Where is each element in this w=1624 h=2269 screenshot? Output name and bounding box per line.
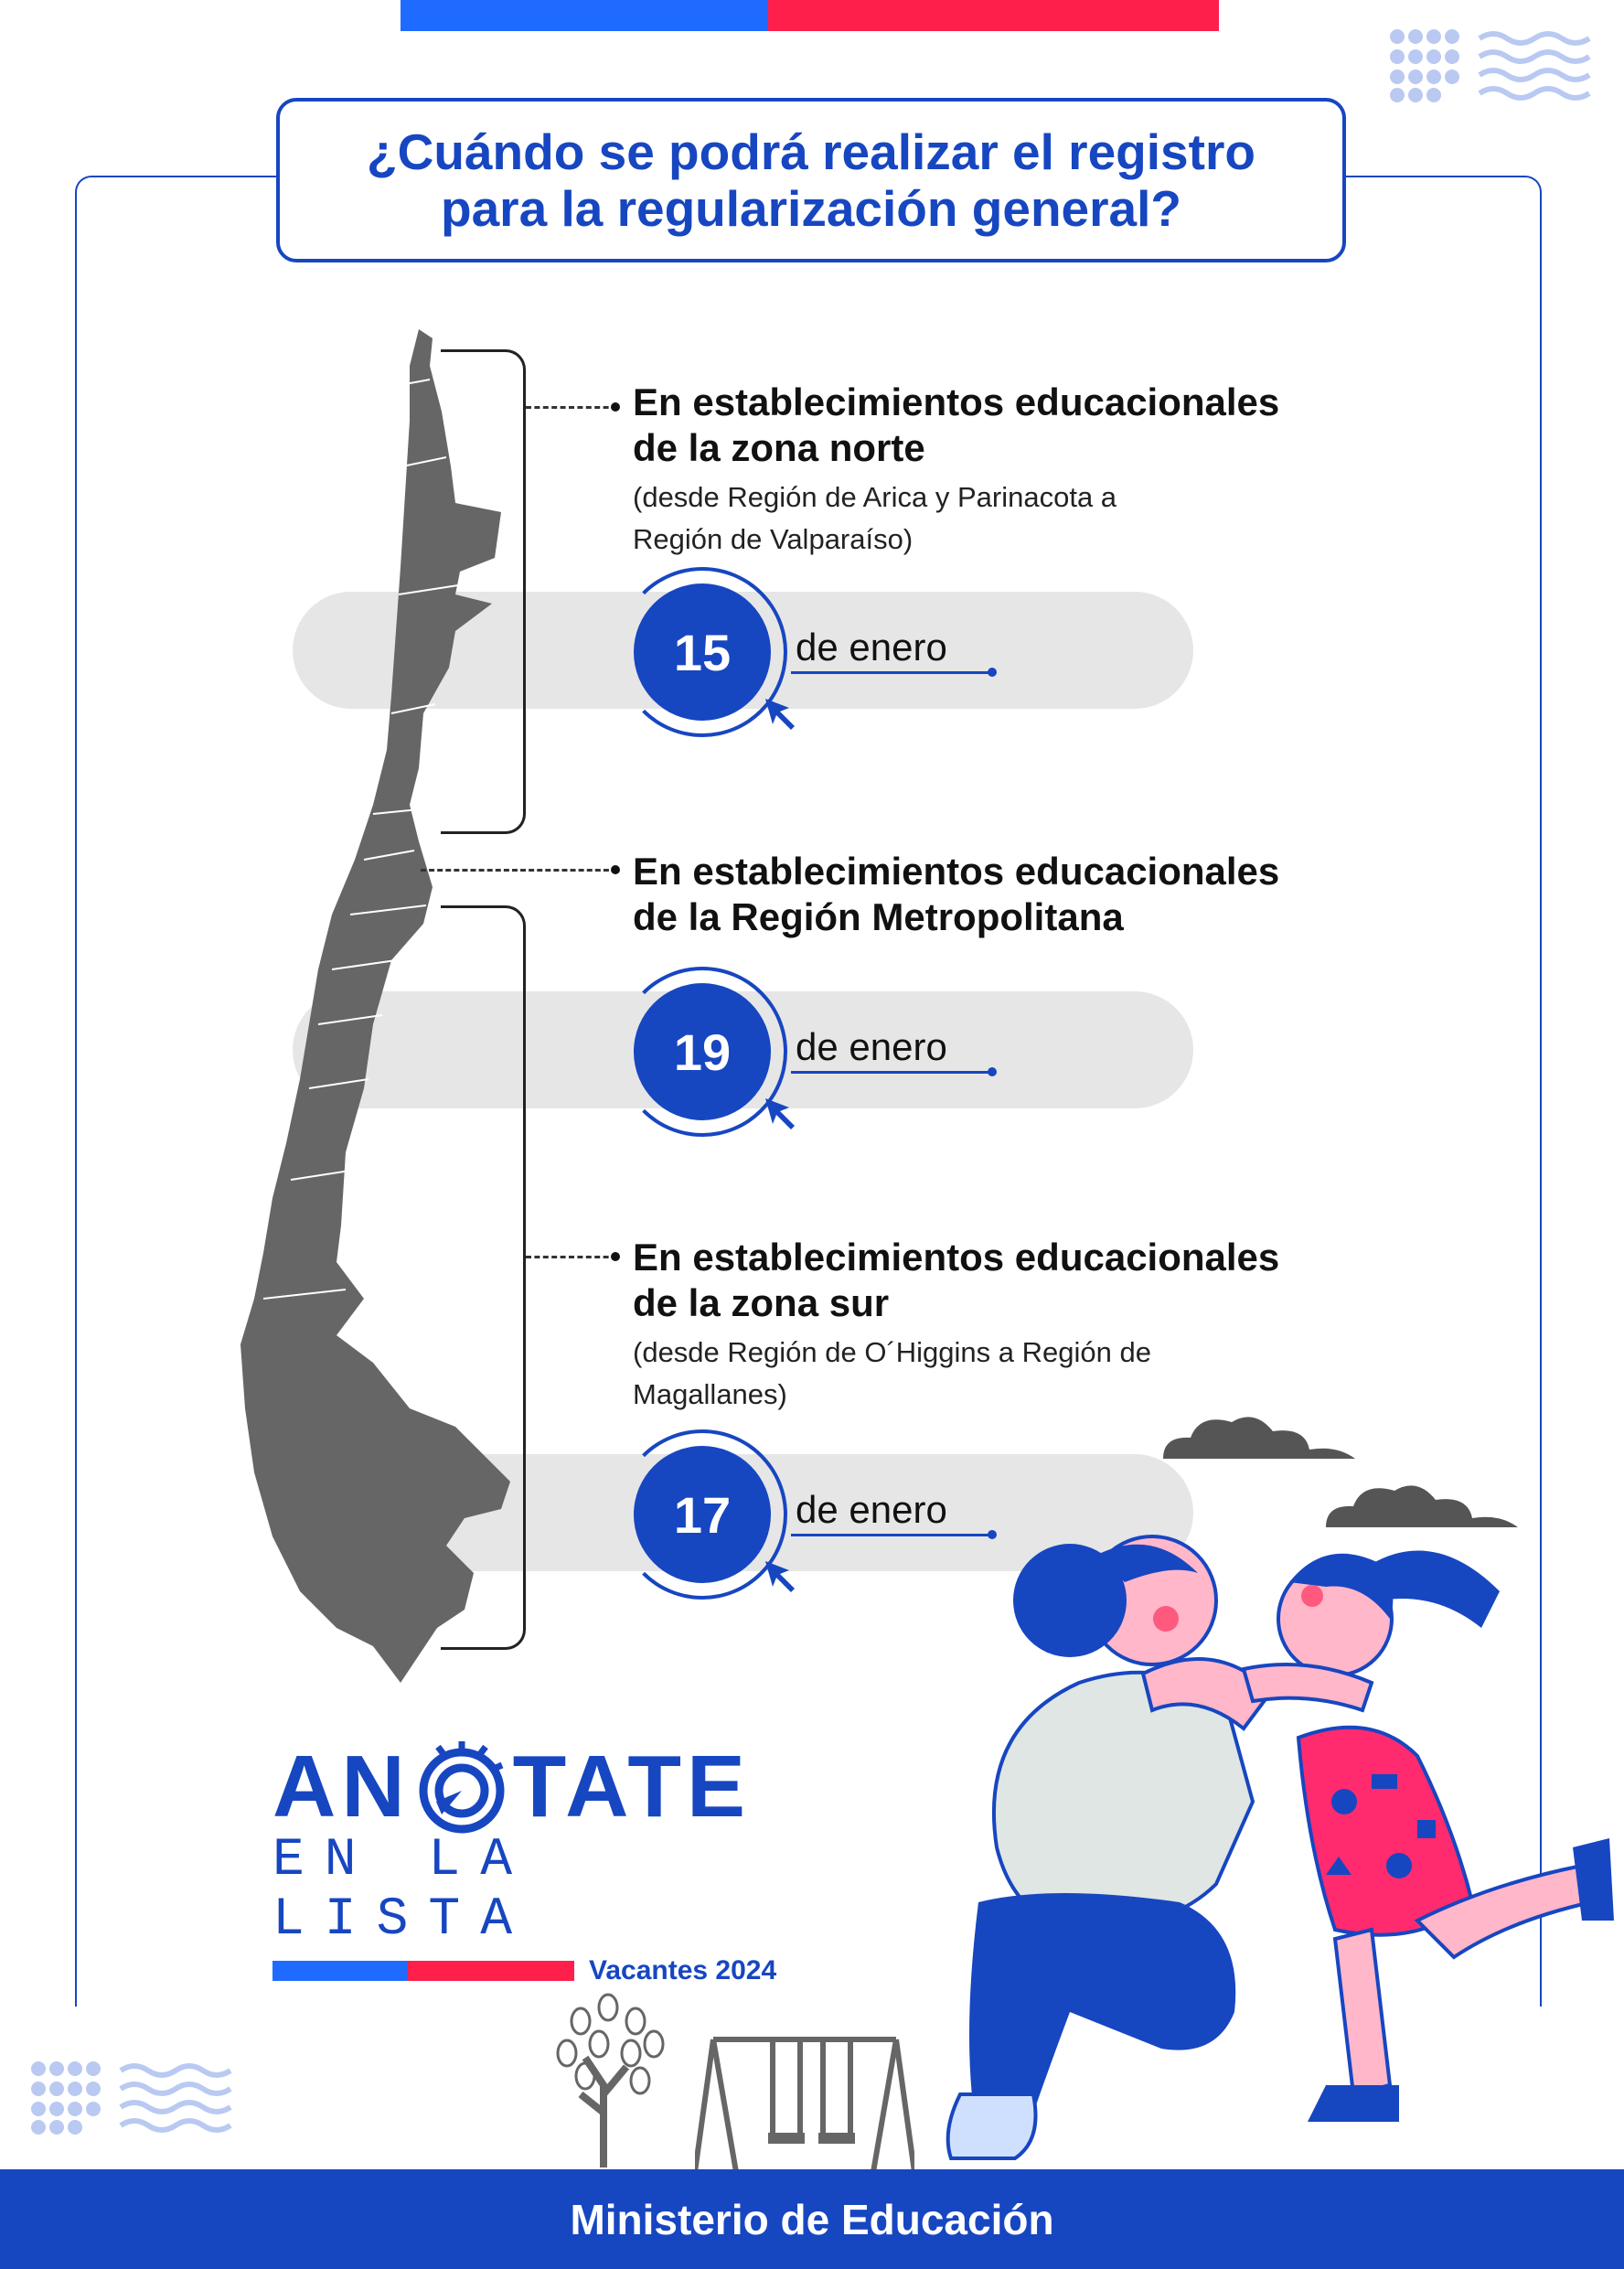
logo-flag-red xyxy=(408,1961,574,1981)
section-title-line2: de la Región Metropolitana xyxy=(633,895,1124,938)
section-title-line1: En establecimientos educacionales xyxy=(633,380,1280,423)
mother-child-illustration xyxy=(942,1500,1619,2167)
section-title-line2: de la zona sur xyxy=(633,1281,890,1324)
cursor-arrow-icon xyxy=(762,1095,800,1133)
cloud-icon xyxy=(1154,1408,1364,1463)
date-underline-1 xyxy=(791,671,992,674)
campaign-logo xyxy=(272,1738,821,1986)
section-title-line2: de la zona norte xyxy=(633,426,925,469)
section-subtitle-line1: (desde Región de Arica y Parinacota a xyxy=(633,481,1117,513)
date-day-2: 19 xyxy=(634,983,771,1120)
section-subtitle-line1: (desde Región de O´Higgins a Región de xyxy=(633,1336,1151,1368)
connector-dot-3 xyxy=(611,1252,620,1261)
top-flag-bar-blue xyxy=(401,0,768,31)
date-month-2: de enero xyxy=(796,1025,947,1068)
connector-line-1 xyxy=(526,406,617,409)
section-subtitle-line2: Magallanes) xyxy=(633,1378,787,1410)
date-underline-2 xyxy=(791,1071,992,1074)
section-title-line1: En establecimientos educacionales xyxy=(633,850,1280,893)
decorative-pattern-icon xyxy=(1388,26,1595,104)
page-title-line1: ¿Cuándo se podrá realizar el registro xyxy=(367,123,1255,180)
section-metropolitana xyxy=(633,849,1456,940)
section-south xyxy=(633,1235,1456,1416)
date-underline-dot-1 xyxy=(988,668,997,677)
logo-word-part2: TATE xyxy=(512,1738,752,1836)
date-month-3: de enero xyxy=(796,1488,947,1531)
page-title-line2: para la regularización general? xyxy=(440,180,1181,237)
logo-tagline: Vacantes 2024 xyxy=(589,1955,777,1985)
tree-icon xyxy=(544,1985,672,2167)
footer-text: Ministerio de Educación xyxy=(570,2195,1054,2243)
date-month-1: de enero xyxy=(796,626,947,669)
logo-word-part1: AN xyxy=(272,1738,411,1836)
footer-bar xyxy=(0,2169,1624,2269)
date-day-1: 15 xyxy=(634,583,771,721)
target-cursor-icon xyxy=(414,1739,509,1835)
logo-flag-blue xyxy=(272,1961,408,1981)
section-north xyxy=(633,380,1456,561)
cursor-arrow-icon xyxy=(762,695,800,733)
decorative-pattern-icon xyxy=(29,2058,236,2136)
connector-line-2 xyxy=(421,869,617,872)
section-subtitle-line2: Región de Valparaíso) xyxy=(633,523,914,555)
bracket-south xyxy=(441,905,526,1650)
connector-line-3 xyxy=(526,1256,617,1258)
connector-dot-1 xyxy=(611,402,620,412)
cursor-arrow-icon xyxy=(762,1557,800,1596)
connector-dot-2 xyxy=(611,865,620,874)
section-title-line1: En establecimientos educacionales xyxy=(633,1236,1280,1279)
date-day-3: 17 xyxy=(634,1446,771,1583)
logo-line2: EN LA LISTA xyxy=(272,1831,533,1950)
bracket-north xyxy=(441,349,526,834)
swing-set-icon xyxy=(695,2030,914,2172)
title-box xyxy=(276,98,1346,262)
top-flag-bar-red xyxy=(768,0,1219,31)
date-underline-dot-2 xyxy=(988,1067,997,1076)
